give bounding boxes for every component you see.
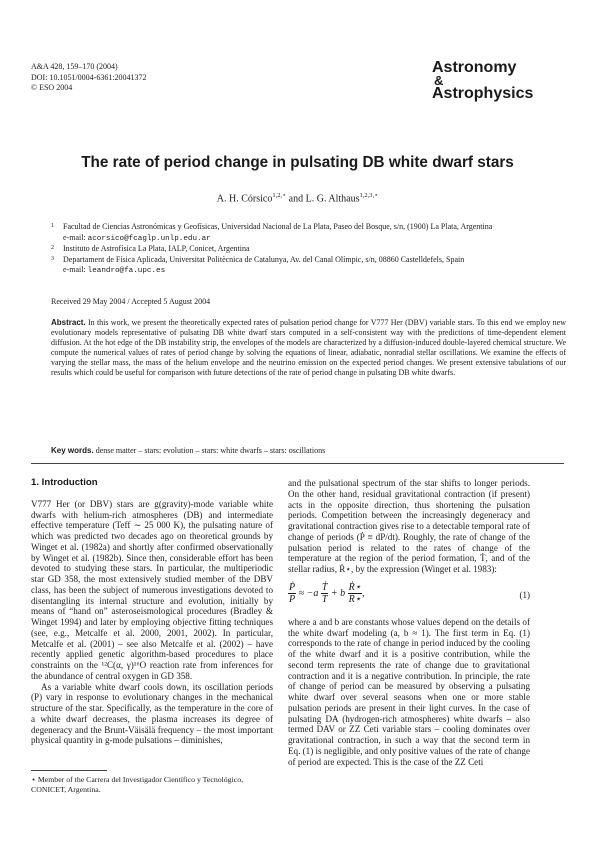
header-divider xyxy=(31,463,564,464)
email-link[interactable]: acorsico@fcaglp.unlp.edu.ar xyxy=(87,234,211,243)
affiliation-text: Departament de Física Aplicada, Universitat Politècnica de Catalunya, Av. del Canal Olímpic, s/n, 08860 Castelldefels, Spain xyxy=(63,254,465,264)
author-list xyxy=(0,191,595,204)
fraction-period xyxy=(288,582,296,605)
abstract-label: Abstract. xyxy=(51,318,86,327)
affiliation-text: Instituto de Astrofísica La Plata, IALP, Conicet, Argentina xyxy=(63,244,250,254)
author-2-affil: 1,2,3,⋆ xyxy=(359,192,379,199)
affiliations xyxy=(51,222,571,277)
email-link[interactable]: leandro@fa.upc.es xyxy=(87,267,166,276)
keywords-text: dense matter – stars: evolution – stars: white dwarfs – stars: oscillations xyxy=(95,446,326,455)
journal-header xyxy=(31,62,147,94)
affiliation-number: 3 xyxy=(51,255,54,262)
affiliation-2 xyxy=(51,244,571,255)
equation-comma: , xyxy=(362,587,365,599)
equation-expression xyxy=(288,582,365,605)
abstract-text: In this work, we present the theoretically expected rates of pulsation period change for V777 Her (DBV) variable stars. To this end we employ new evolutionary models representative of pulsating DB white dwarf stars computed in a self-consistent way with the predictions of time-dependent element diffusion. At the hot edge of the DB instability strip, the envelopes of the models are characterized by a diffusion-induced double-layered chemical structure. We compute the numerical values of rates of period change by solving the equations of linear, adiabatic, nonradial stellar oscillations. We examine the effects of varying the stellar mass, the mass of the helium envelope and the neutrino emission on the expected period changes. We present extensive tabulations of our results which could be useful for comparison with future detections of the rate of period change in pulsating DB white dwarfs. xyxy=(51,318,566,378)
denominator: T xyxy=(321,593,328,605)
equation-1 xyxy=(288,578,530,614)
email-label: e-mail: xyxy=(63,232,86,242)
logo-ampersand: & xyxy=(434,73,444,88)
paragraph: V777 Her (or DBV) stars are g(gravity)-mode variable white dwarfs with helium-rich atmospheres (DB) and intermediate effective temperature (Teff ∼ 25 000 K), the pulsating nature of which was predicted two decades ago on theoretical grounds by Winget et al. (1982a) and shortly after confirmed observationally by Winget et al. (1982b). Since then, considerable effort has been devoted to studying these stars. In particular, the multiperiodic star GD 358, the most extensively studied member of the DBV class, has been the subject of numerous investigations devoted to disentangling its internal structure and evolution, initially by means of “hand on” asteroseismological procedures (Bradley & Winget 1994) and later by employing objective fitting techniques (see, e.g., Metcalfe et al. 2000, 2001, 2002). In particular, Metcalfe et al. (2001) – see also Metcalfe et al. (2002) – have recently applied genetic algorithm-based procedures to place constraints on the ¹²C(α, γ)¹⁶O reaction rate from inferences for the abundance of central oxygen in GD 358. xyxy=(31,498,273,681)
logo-line-2: Astrophysics xyxy=(432,85,534,102)
column-left xyxy=(31,478,273,746)
column-right xyxy=(288,478,530,767)
paper-title: The rate of period change in pulsating DB white dwarf stars xyxy=(81,154,514,171)
footnote-divider xyxy=(31,770,107,771)
author-conjunction: and xyxy=(288,193,304,205)
paragraph: and the pulsational spectrum of the star shifts to longer periods. On the other hand, residual gravitational contraction (if present) acts in the opposite direction, thus shortening the pulsation periods. Competition between the increasingly degeneracy and gravitational contraction gives rise to a detectable temporal rate of change of periods (Ṗ ≡ dP/dt). Roughly, the rate of change of the pulsation period is related to the rates of change of the temperature at the region of the period formation, Ṫ, and of the stellar radius, Ṙ⋆, by the expression (Winget et al. 1983): xyxy=(288,478,530,574)
section-heading: 1. Introduction xyxy=(31,477,98,488)
affiliation-text: Facultad de Ciencias Astronómicas y Geofísicas, Universidad Nacional de La Plata, Paseo del Bosque, s/n, (1900) La Plata, Argentina xyxy=(63,222,493,231)
footnote xyxy=(31,775,273,795)
equation-number: (1) xyxy=(519,589,530,600)
footnote-text: Member of the Carrera del Investigador Científico y Tecnológico, CONICET, Argentina. xyxy=(31,775,244,794)
numerator: Ṗ xyxy=(289,581,296,593)
denominator: P xyxy=(289,593,296,605)
author-1: A. H. Córsico xyxy=(216,193,273,205)
journal-logo xyxy=(432,60,552,102)
affiliation-3 xyxy=(51,255,571,277)
affiliation-number: 1 xyxy=(51,223,54,229)
paragraph: As a variable white dwarf cools down, its oscillation periods (P) vary in response to evolutionary changes in the mechanical structure of the star. Specifically, as the temperature in the core of a white dwarf decreases, the plasma increases its degree of degeneracy and the Brunt-Väisälä frequency – the most important physical quantity in g-mode pulsations – diminishes, xyxy=(31,681,273,746)
affiliation-1 xyxy=(51,222,571,244)
numerator: Ṫ xyxy=(321,581,328,593)
logo-line-1: Astronomy xyxy=(432,59,517,76)
journal-reference: A&A 428, 159–170 (2004) xyxy=(31,62,118,71)
abstract xyxy=(51,318,566,379)
author-1-affil: 1,2,⋆ xyxy=(272,192,287,199)
fraction-temperature xyxy=(321,582,329,605)
fraction-radius xyxy=(348,582,362,605)
received-accepted-dates: Received 29 May 2004 / Accepted 5 August 2004 xyxy=(51,297,211,306)
keywords xyxy=(51,446,566,455)
footnote-mark: ⋆ xyxy=(31,775,36,784)
author-2: L. G. Althaus xyxy=(305,193,360,205)
email-label: e-mail: xyxy=(63,265,86,275)
equation-operator: ≈ −a xyxy=(298,587,319,599)
copyright: © ESO 2004 xyxy=(31,83,73,92)
numerator: Ṙ⋆ xyxy=(348,581,362,593)
doi: DOI: 10.1051/0004-6361:20041372 xyxy=(31,72,147,82)
paragraph: where a and b are constants whose values depend on the details of the white dwarf modeling (a, b ≈ 1). The first term in Eq. (1) corresponds to the rate of change in period induced by the cooling of the white dwarf and it is a positive contribution, while the second term represents the rate of change due to gravitational contraction and it is a negative contribution. In principle, the rate of change of period can be measured by observing a pulsating white dwarf over several seasons when one or more stable pulsation periods are present in their light curves. In the case of pulsating DA (hydrogen-rich atmospheres) white dwarfs – also termed DAV or ZZ Ceti variable stars – cooling dominates over gravitational contraction, in such a way that the second term in Eq. (1) is negligible, and only positive values of the rate of change of period are expected. This is the case of the ZZ Ceti xyxy=(288,616,530,767)
keywords-label: Key words. xyxy=(51,446,94,455)
affiliation-number: 2 xyxy=(51,245,54,252)
denominator: R⋆ xyxy=(348,593,362,605)
equation-operator: + b xyxy=(330,587,346,599)
